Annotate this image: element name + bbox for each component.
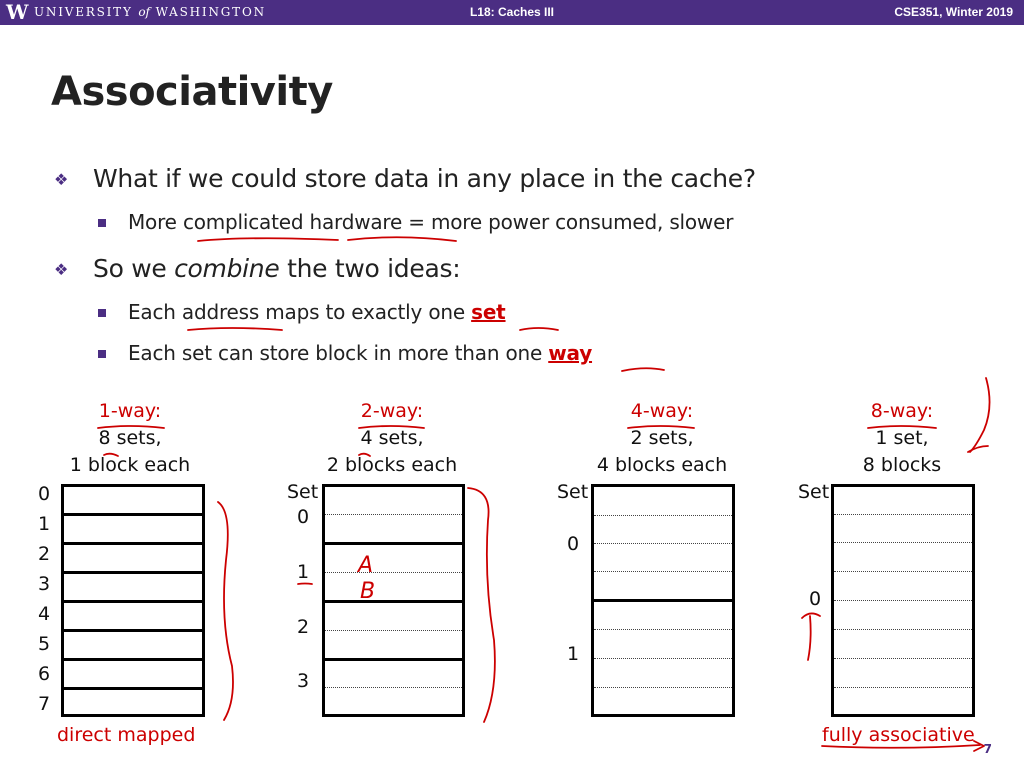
handwritten-b: B [360,579,376,604]
university-name: UNIVERSITY of WASHINGTON [34,5,266,19]
set-header: Set [557,481,589,503]
direct-mapped-note: direct mapped [57,724,196,746]
slide-title: Associativity [51,69,333,115]
set-index: 4 [38,603,51,625]
set-index: 2 [297,616,310,638]
cache-label-1way: 1-way: 8 sets, 1 block each [69,400,191,476]
page-number: 7 [983,742,992,756]
handwritten-a: A [358,553,374,578]
cache-label-4way: 4-way: 2 sets, 4 blocks each [596,400,728,476]
set-index: 0 [567,533,580,555]
set-index: 3 [297,670,310,692]
set-index: 0 [297,506,310,528]
set-index: 5 [38,633,51,655]
course-name: CSE351, Winter 2019 [894,5,1013,19]
cache-label-2way: 2-way: 4 sets, 2 blocks each [326,400,458,476]
bullet-2-sub-1: Each address maps to exactly one set [128,300,506,324]
set-header: Set [798,481,830,503]
set-index: 6 [38,663,51,685]
set-index: 3 [38,573,51,595]
set-index: 1 [38,513,51,535]
keyword-set: set [471,300,506,324]
set-header: Set [287,481,319,503]
set-index: 7 [38,693,51,715]
set-index: 2 [38,543,51,565]
uw-logo: W [6,0,29,24]
lecture-title: L18: Caches III [469,5,555,19]
bullet-2: So we combine the two ideas: [93,254,461,283]
bullet-diamond-icon: ❖ [54,260,69,279]
set-index: 0 [809,588,822,610]
cache-label-8way: 8-way: 1 set, 8 blocks [862,400,942,476]
set-index: 1 [297,561,310,583]
bullet-1: What if we could store data in any place in the cache? [93,164,756,193]
bullet-1-sub: More complicated hardware = more power consumed, slower [128,210,734,234]
bullet-diamond-icon: ❖ [54,170,69,189]
keyword-way: way [548,341,593,365]
fully-associative-note: fully associative [822,724,975,746]
bullet-2-sub-2: Each set can store block in more than one way [128,341,593,365]
set-index: 1 [567,643,580,665]
set-index: 0 [38,483,51,505]
